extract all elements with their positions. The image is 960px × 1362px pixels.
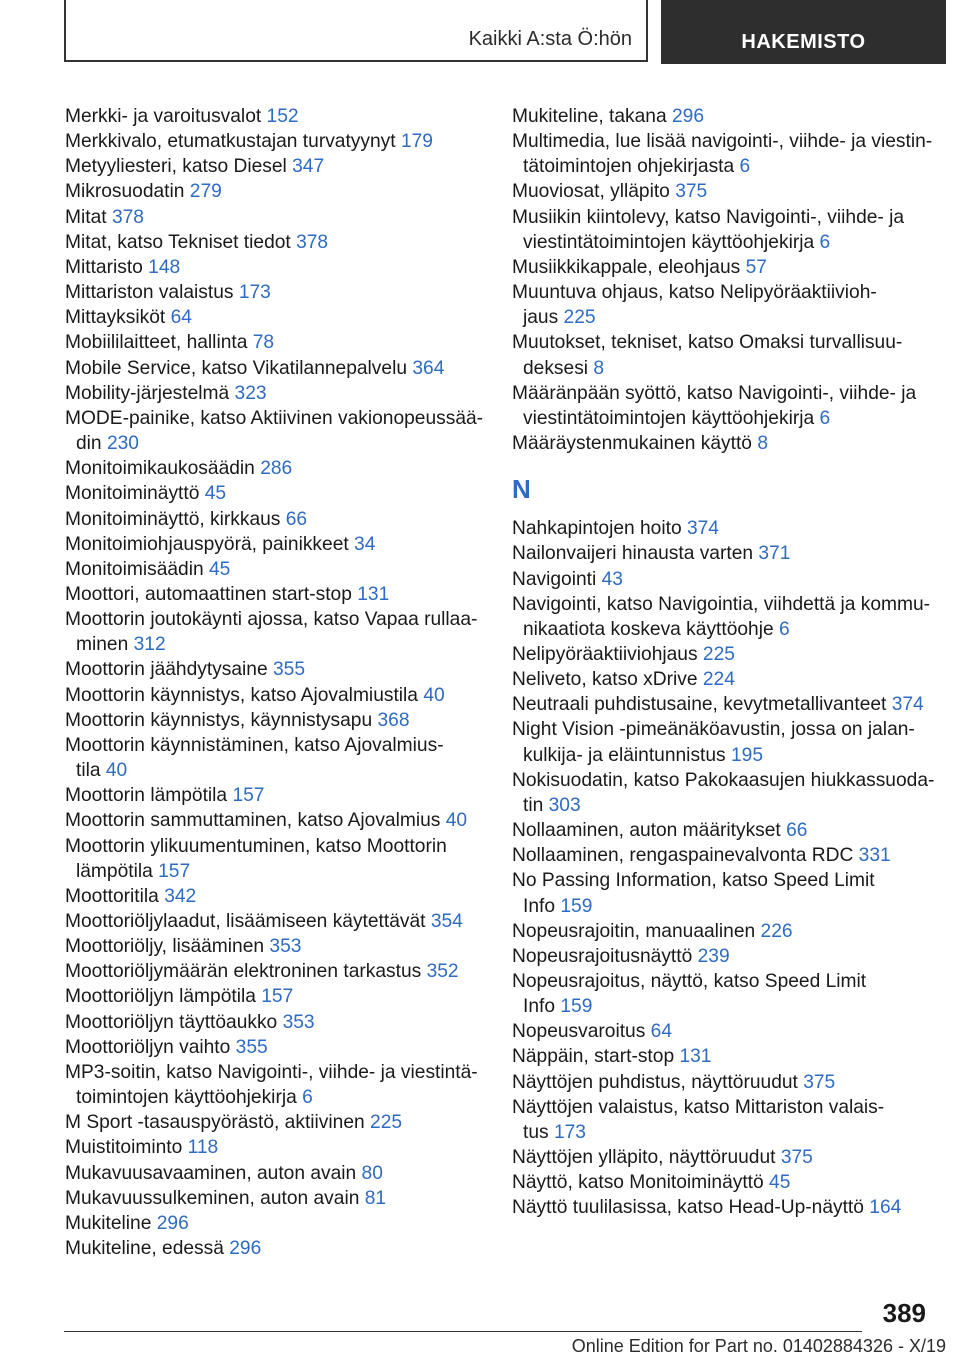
- index-entry-text: Mukavuusavaaminen, auton avain: [65, 1162, 357, 1184]
- index-entry: [512, 1145, 932, 1170]
- page-reference-link[interactable]: 371: [758, 543, 791, 565]
- page-reference-link[interactable]: 40: [445, 810, 468, 832]
- index-entry-text: kulkija- ja eläintunnistus: [523, 744, 726, 766]
- index-entry: [512, 667, 932, 692]
- page-reference-link[interactable]: 342: [164, 885, 197, 907]
- index-entry: [65, 305, 485, 330]
- page-reference-link[interactable]: 230: [106, 433, 139, 455]
- index-entry-text: Nahkapintojen hoito: [512, 518, 682, 540]
- index-entry-text: tila: [76, 760, 101, 782]
- index-entry-text: Muuntuva ohjaus, katso Nelipyöräaktiivioh-: [512, 282, 877, 304]
- index-entry-text: Määränpään syöttö, katso Navigointi-, viihde- ja: [512, 382, 917, 404]
- index-entry: [65, 1110, 485, 1135]
- page-reference-link[interactable]: 6: [819, 407, 831, 429]
- page-reference-link[interactable]: 378: [296, 231, 329, 253]
- page-reference-link[interactable]: 159: [560, 996, 593, 1018]
- page-reference-link[interactable]: 354: [430, 911, 463, 932]
- index-entry: [512, 843, 932, 868]
- index-entry-text: MP3-soitin, katso Navigointi-, viihde- ja viestintä-: [65, 1061, 478, 1083]
- page-reference-link[interactable]: 279: [189, 181, 222, 203]
- page-reference-link[interactable]: 323: [234, 382, 267, 404]
- index-entry-text: Nopeusrajoitusnäyttö: [512, 945, 693, 967]
- index-entry-text: Neutraali puhdistusaine, kevytmetallivanteet: [512, 694, 887, 716]
- index-entry-text: Mittayksiköt: [65, 307, 166, 329]
- page-reference-link[interactable]: 374: [891, 694, 924, 716]
- index-group-m-continued: [512, 104, 932, 456]
- index-entry: [65, 1060, 485, 1110]
- index-entry: [512, 330, 932, 380]
- page-reference-link[interactable]: 173: [238, 282, 271, 304]
- page-reference-link[interactable]: 118: [187, 1137, 219, 1159]
- page-reference-link[interactable]: 6: [302, 1087, 313, 1109]
- index-entry: [65, 708, 485, 733]
- index-entry-text: Navigointi, katso Navigointia, viihdettä ja kommu-: [512, 593, 931, 615]
- index-entry-text: Mikrosuodatin: [65, 181, 185, 203]
- page-reference-link[interactable]: 157: [232, 785, 265, 807]
- index-entry: [65, 959, 485, 984]
- index-entry-text: Multimedia, lue lisää navigointi-, viihde- ja viestin-: [512, 131, 933, 153]
- index-entry: [512, 516, 932, 541]
- page-reference-link[interactable]: 296: [672, 106, 705, 127]
- index-entry-text: Mittariston valaistus: [65, 282, 234, 304]
- index-entry: [65, 507, 485, 532]
- index-entry-text: lämpötila: [76, 860, 153, 882]
- index-entry: [65, 356, 485, 381]
- index-entry: [512, 567, 932, 592]
- page-reference-link[interactable]: 78: [252, 332, 275, 354]
- index-entry-text: Moottoritila: [65, 885, 159, 907]
- page-reference-link[interactable]: 43: [601, 568, 623, 590]
- page-reference-link[interactable]: 64: [170, 307, 192, 329]
- index-entry: [65, 104, 485, 129]
- page-reference-link[interactable]: 157: [158, 860, 191, 882]
- index-entry-text: Moottoriöljylaadut, lisäämiseen käytettävät: [65, 911, 426, 932]
- index-entry-text: Nopeusrajoitus, näyttö, katso Speed Limit: [512, 971, 867, 992]
- index-entry: [512, 919, 932, 944]
- index-entry-text: Moottoriöljyn lämpötila: [65, 986, 256, 1008]
- index-entry-text: Musiikkikappale, eleohjaus: [512, 256, 741, 278]
- page-reference-link[interactable]: 173: [553, 1121, 586, 1143]
- index-entry: [65, 1010, 485, 1035]
- page-reference-link[interactable]: 296: [156, 1212, 189, 1234]
- index-entry-text: Muutokset, tekniset, katso Omaksi turvallisuu-: [512, 332, 903, 354]
- index-entry: [512, 431, 932, 456]
- index-entry: [512, 768, 935, 818]
- page-reference-link[interactable]: 286: [260, 458, 293, 480]
- page-reference-link[interactable]: 80: [361, 1162, 383, 1184]
- page-reference-link[interactable]: 224: [702, 669, 735, 691]
- index-entry: [512, 1044, 932, 1069]
- index-entry-text: Muoviosat, ylläpito: [512, 181, 670, 203]
- index-entry: [512, 1170, 932, 1195]
- index-entry-text: Monitoimikaukosäädin: [65, 458, 255, 480]
- index-entry: [65, 129, 485, 154]
- page-reference-link[interactable]: 8: [757, 433, 768, 455]
- index-column-right: [512, 104, 935, 1221]
- index-entry-text: Mukiteline, edessä: [65, 1238, 224, 1260]
- page-reference-link[interactable]: 226: [760, 920, 793, 942]
- index-entry: [65, 557, 485, 582]
- index-entry: [65, 1161, 485, 1186]
- index-entry: [65, 783, 485, 808]
- index-entry: [512, 818, 932, 843]
- index-entry-text: Monitoimisäädin: [65, 558, 204, 580]
- page-reference-link[interactable]: 6: [819, 231, 831, 253]
- index-entry: [512, 1195, 932, 1220]
- index-entry-text: Nokisuodatin, katso Pakokaasujen hiukkassuoda-: [512, 769, 935, 791]
- index-entry-text: Moottorin jäähdytysaine: [65, 659, 268, 681]
- index-entry-text: tätoimintojen ohjekirjasta: [523, 156, 735, 178]
- index-group-n: [512, 516, 935, 1220]
- index-entry: [512, 541, 932, 566]
- index-entry-text: Näyttö, katso Monitoiminäyttö: [512, 1172, 764, 1194]
- index-entry: [512, 1095, 932, 1145]
- index-entry-text: Navigointi: [512, 568, 597, 590]
- page-reference-link[interactable]: 378: [111, 206, 144, 228]
- page-reference-link[interactable]: 355: [273, 659, 306, 681]
- index-entry: [65, 205, 485, 230]
- index-entry: [512, 104, 932, 129]
- index-entry: [512, 868, 932, 918]
- index-entry-text: tus: [523, 1121, 549, 1143]
- letter-heading-n: N: [512, 474, 531, 505]
- index-entry: [512, 1019, 932, 1044]
- index-entry-text: Näyttöjen ylläpito, näyttöruudut: [512, 1147, 776, 1169]
- index-entry-text: Näppäin, start-stop: [512, 1046, 675, 1068]
- index-entry: [512, 280, 932, 330]
- index-entry: [512, 642, 932, 667]
- page-reference-link[interactable]: 157: [261, 986, 294, 1008]
- page-reference-link[interactable]: 6: [739, 156, 751, 178]
- page-reference-link[interactable]: 131: [357, 583, 390, 605]
- index-entry-text: Moottorin käynnistäminen, katso Ajovalmius-: [65, 734, 444, 756]
- page-reference-link[interactable]: 353: [269, 936, 302, 958]
- index-entry-text: Moottorin ylikuumentuminen, katso Moottorin: [65, 835, 447, 857]
- index-entry-text: MODE-painike, katso Aktiivinen vakionopeussää-: [65, 407, 484, 429]
- page-reference-link[interactable]: 66: [285, 508, 308, 530]
- index-entry-text: Mitat: [65, 206, 107, 228]
- page-reference-link[interactable]: 45: [209, 558, 231, 580]
- index-entry-text: din: [76, 433, 102, 455]
- page-reference-link[interactable]: 64: [650, 1021, 673, 1043]
- index-entry: [65, 481, 485, 506]
- page-reference-link[interactable]: 375: [675, 181, 708, 203]
- index-entry: [65, 154, 485, 179]
- index-entry-text: Monitoiminäyttö: [65, 483, 200, 505]
- index-entry: [512, 944, 932, 969]
- index-entry: [512, 129, 932, 179]
- index-entry: [512, 179, 932, 204]
- chapter-tab[interactable]: [661, 0, 946, 64]
- index-entry: [512, 717, 932, 767]
- index-entry: [65, 1035, 485, 1060]
- page-reference-link[interactable]: 353: [282, 1011, 315, 1033]
- page-reference-link[interactable]: 66: [786, 820, 808, 842]
- page-reference-link[interactable]: 45: [204, 483, 227, 505]
- header-section-box: [64, 0, 648, 62]
- page-reference-link[interactable]: 303: [548, 794, 581, 816]
- index-entry-text: Monitoiminäyttö, kirkkaus: [65, 508, 281, 530]
- index-entry: [65, 381, 485, 406]
- page-reference-link[interactable]: 40: [423, 684, 445, 706]
- index-entry-text: Mukiteline, takana: [512, 106, 667, 127]
- index-entry: [65, 834, 485, 884]
- page-reference-link[interactable]: 6: [779, 618, 790, 640]
- page-reference-link[interactable]: 364: [412, 357, 445, 379]
- index-entry: [65, 1236, 485, 1261]
- page-reference-link[interactable]: 179: [400, 131, 433, 153]
- index-column-left: [65, 104, 485, 1261]
- page-reference-link[interactable]: 8: [593, 357, 605, 379]
- index-entry-text: Nelipyöräaktiiviohjaus: [512, 643, 698, 665]
- index-entry-text: toimintojen käyttöohjekirja: [76, 1087, 297, 1109]
- index-entry-text: Nollaaminen, rengaspainevalvonta RDC: [512, 845, 854, 867]
- index-entry-text: deksesi: [523, 357, 589, 379]
- index-entry: [65, 909, 485, 934]
- edition-footer: Online Edition for Part no. 01402884326 - X/19: [571, 1336, 946, 1356]
- index-entry-text: viestintätoimintojen käyttöohjekirja: [523, 407, 815, 429]
- index-entry: [512, 255, 932, 280]
- page-reference-link[interactable]: 81: [364, 1187, 387, 1209]
- index-entry: [65, 733, 485, 783]
- index-entry-text: Merkki- ja varoitusvalot: [65, 106, 262, 127]
- index-entry-text: Muistitoiminto: [65, 1137, 183, 1159]
- index-entry: [65, 255, 485, 280]
- index-entry-text: Info: [523, 895, 556, 917]
- index-entry: [65, 406, 485, 456]
- page-reference-link[interactable]: 225: [702, 643, 735, 665]
- index-entry-text: Mobility-järjestelmä: [65, 382, 230, 404]
- index-entry-text: Moottorin joutokäynti ajossa, katso Vapaa rullaa-: [65, 609, 478, 631]
- page-reference-link[interactable]: 148: [148, 256, 181, 278]
- index-entry: [512, 592, 932, 642]
- index-entry-text: Moottorin sammuttaminen, katso Ajovalmius: [65, 810, 441, 832]
- index-entry-text: Musiikin kiintolevy, katso Navigointi-, viihde- ja: [512, 206, 905, 228]
- index-entry-text: Merkkivalo, etumatkustajan turvatyynyt: [65, 131, 396, 153]
- index-entry-text: Moottoriöljyn vaihto: [65, 1036, 231, 1058]
- index-entry-text: Moottori, automaattinen start-stop: [65, 583, 352, 605]
- index-entry-text: Monitoimiohjauspyörä, painikkeet: [65, 533, 349, 555]
- index-entry-text: Näyttöjen puhdistus, näyttöruudut: [512, 1071, 798, 1093]
- index-entry: [65, 934, 485, 959]
- index-entry: [65, 1211, 485, 1236]
- section-title: Kaikki A:sta Ö:hön: [468, 28, 632, 50]
- page-reference-link[interactable]: 375: [803, 1071, 836, 1093]
- index-entry-text: Nailonvaijeri hinausta varten: [512, 543, 754, 565]
- index-entry-text: Määräystenmukainen käyttö: [512, 433, 752, 455]
- page-reference-link[interactable]: 296: [229, 1238, 262, 1260]
- index-entry-text: viestintätoimintojen käyttöohjekirja: [523, 231, 815, 253]
- index-entry: [65, 456, 485, 481]
- index-entry-text: M Sport -tasauspyörästö, aktiivinen: [65, 1112, 365, 1134]
- chapter-title: HAKEMISTO: [741, 30, 866, 53]
- index-entry: [512, 381, 932, 431]
- index-entry-text: tin: [523, 794, 544, 816]
- index-entry-text: Moottoriöljyn täyttöaukko: [65, 1011, 278, 1033]
- index-entry: [512, 969, 932, 1019]
- page-reference-link[interactable]: 352: [426, 961, 459, 983]
- index-entry-text: Moottoriöljymäärän elektroninen tarkastus: [65, 961, 422, 983]
- index-entry-text: nikaatiota koskeva käyttöohje: [523, 618, 774, 640]
- page-reference-link[interactable]: 152: [266, 106, 299, 127]
- index-entry: [65, 582, 485, 607]
- page-reference-link[interactable]: 40: [105, 760, 128, 782]
- index-entry-text: Moottorin käynnistys, katso Ajovalmiustila: [65, 684, 418, 706]
- index-entry-text: Nollaaminen, auton määritykset: [512, 820, 781, 842]
- index-entry-text: Näyttöjen valaistus, katso Mittariston valais-: [512, 1096, 885, 1118]
- index-entry-text: Moottoriöljy, lisääminen: [65, 936, 265, 958]
- page-reference-link[interactable]: 34: [354, 533, 376, 555]
- index-entry-text: Mittaristo: [65, 256, 143, 278]
- index-entry: [65, 984, 485, 1009]
- page-reference-link[interactable]: 331: [858, 845, 891, 867]
- index-entry-text: Mukiteline: [65, 1212, 152, 1234]
- page-reference-link[interactable]: 375: [780, 1147, 813, 1169]
- index-entry: [512, 1070, 932, 1095]
- index-entry-text: Moottorin käynnistys, käynnistysapu: [65, 709, 373, 731]
- index-entry: [65, 330, 485, 355]
- page-reference-link[interactable]: 164: [869, 1197, 902, 1219]
- index-entry-text: Mobile Service, katso Vikatilannepalvelu: [65, 357, 408, 379]
- index-entry-text: Night Vision -pimeänäköavustin, jossa on jalan-: [512, 719, 915, 741]
- page-reference-link[interactable]: 131: [679, 1046, 712, 1068]
- page-reference-link[interactable]: 159: [560, 895, 593, 917]
- index-entry: [65, 230, 485, 255]
- index-entry-text: Info: [523, 996, 556, 1018]
- page-reference-link[interactable]: 225: [370, 1112, 403, 1134]
- index-entry-text: Metyyliesteri, katso Diesel: [65, 156, 287, 178]
- index-entry: [65, 1135, 485, 1160]
- page-reference-link[interactable]: 312: [133, 634, 166, 656]
- index-entry-text: No Passing Information, katso Speed Limit: [512, 870, 875, 892]
- index-entry: [65, 607, 485, 657]
- index-entry: [512, 692, 932, 717]
- index-entry-text: Mitat, katso Tekniset tiedot: [65, 231, 291, 253]
- index-entry-text: jaus: [523, 307, 559, 329]
- page-reference-link[interactable]: 45: [769, 1172, 791, 1194]
- page-reference-link[interactable]: 195: [730, 744, 763, 766]
- index-entry-text: Neliveto, katso xDrive: [512, 669, 698, 691]
- page-number: 389: [882, 1298, 926, 1328]
- index-entry-text: Nopeusvaroitus: [512, 1021, 646, 1043]
- footer-divider: [64, 1331, 862, 1332]
- page-reference-link[interactable]: 225: [563, 307, 596, 329]
- index-entry: [65, 683, 485, 708]
- page-reference-link[interactable]: 347: [292, 156, 325, 178]
- page-reference-link[interactable]: 239: [697, 945, 730, 967]
- index-entry: [65, 657, 485, 682]
- index-entry: [65, 884, 485, 909]
- page-reference-link[interactable]: 355: [235, 1036, 268, 1058]
- index-entry-text: Mukavuussulkeminen, auton avain: [65, 1187, 360, 1209]
- index-entry-text: minen: [76, 634, 129, 656]
- index-entry: [65, 532, 485, 557]
- index-entry-text: Nopeusrajoitin, manuaalinen: [512, 920, 756, 942]
- index-entry: [65, 1186, 485, 1211]
- index-entry: [65, 179, 485, 204]
- index-entry: [65, 280, 485, 305]
- page-reference-link[interactable]: 374: [686, 518, 719, 540]
- index-entry-text: Mobiililaitteet, hallinta: [65, 332, 248, 354]
- index-entry-text: Moottorin lämpötila: [65, 785, 228, 807]
- page-reference-link[interactable]: 57: [745, 256, 767, 278]
- index-entry-text: Näyttö tuulilasissa, katso Head-Up-näyttö: [512, 1197, 864, 1219]
- page-reference-link[interactable]: 368: [377, 709, 410, 731]
- index-entry: [65, 808, 485, 833]
- index-entry: [512, 205, 932, 255]
